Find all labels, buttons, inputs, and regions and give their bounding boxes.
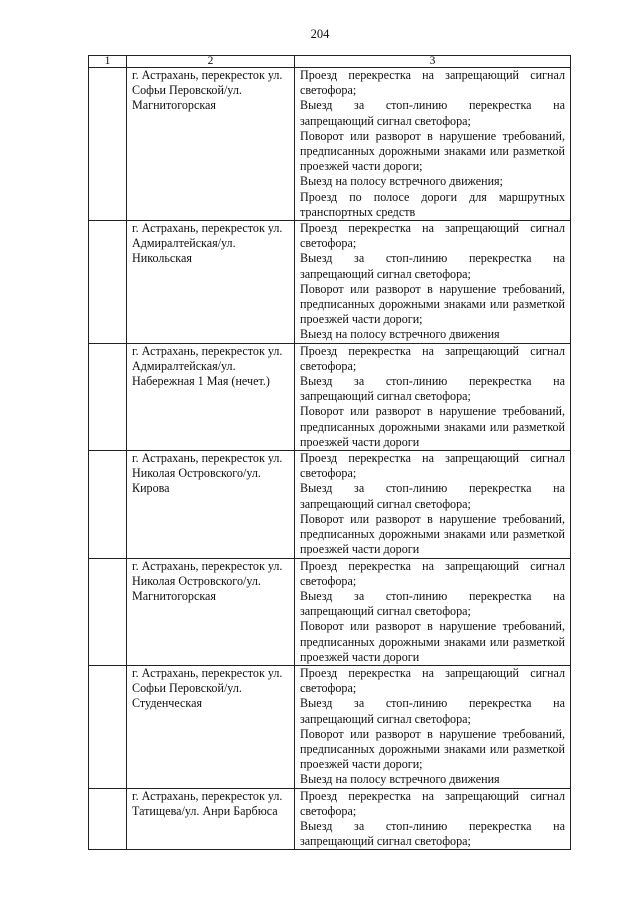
- row-number-cell: [89, 221, 127, 344]
- violation-item: Проезд перекрестка на запрещающий сигнал светофора;: [300, 788, 565, 818]
- violation-item: Выезд на полосу встречного движения: [300, 772, 500, 787]
- table-row: [89, 558, 571, 665]
- intersection-location: г. Астрахань, перекресток ул. Татищева/ул. Анри Барбюса: [127, 788, 295, 850]
- violation-item: Проезд перекрестка на запрещающий сигнал светофора;: [300, 558, 565, 588]
- table-row: [89, 788, 571, 850]
- violation-item: Проезд перекрестка на запрещающий сигнал светофора;: [300, 451, 565, 481]
- row-number-cell: [89, 788, 127, 850]
- violation-item: Проезд перекрестка на запрещающий сигнал светофора;: [300, 221, 565, 251]
- column-header-3: 3: [295, 56, 571, 68]
- violations-cell: [295, 68, 571, 221]
- violations-cell: [295, 451, 571, 558]
- violation-item: Выезд на полосу встречного движения;: [300, 174, 503, 189]
- violation-item: Поворот или разворот в нарушение требований, предписанных дорожными знаками или разметкой проезжей части дороги;: [300, 726, 565, 772]
- violation-item: Выезд на полосу встречного движения: [300, 327, 500, 342]
- intersection-location: г. Астрахань, перекресток ул. Адмиралтейская/ул. Никольская: [127, 221, 295, 344]
- violation-item: Проезд перекрестка на запрещающий сигнал светофора;: [300, 343, 565, 373]
- violation-item: Поворот или разворот в нарушение требований, предписанных дорожными знаками или разметкой проезжей части дороги;: [300, 128, 565, 174]
- table-row: [89, 665, 571, 788]
- intersection-location: г. Астрахань, перекресток ул. Адмиралтейская/ул. Набережная 1 Мая (нечет.): [127, 343, 295, 450]
- intersection-location: г. Астрахань, перекресток ул. Николая Островского/ул. Кирова: [127, 451, 295, 558]
- violation-item: Выезд за стоп-линию перекрестка на запрещающий сигнал светофора;: [300, 588, 565, 619]
- intersection-location: г. Астрахань, перекресток ул. Николая Островского/ул. Магнитогорская: [127, 558, 295, 665]
- intersection-location: г. Астрахань, перекресток ул. Софьи Перовской/ул. Студенческая: [127, 665, 295, 788]
- violation-item: Поворот или разворот в нарушение требований, предписанных дорожными знаками или разметкой проезжей части дороги: [300, 511, 565, 557]
- row-number-cell: [89, 343, 127, 450]
- violations-cell: [295, 665, 571, 788]
- violation-item: Поворот или разворот в нарушение требований, предписанных дорожными знаками или разметкой проезжей части дороги;: [300, 281, 565, 327]
- violations-cell: [295, 221, 571, 344]
- table-row: [89, 343, 571, 450]
- violation-item: Проезд по полосе дороги для маршрутных транспортных средств: [300, 189, 565, 219]
- table-row: [89, 221, 571, 344]
- violation-item: Выезд за стоп-линию перекрестка на запрещающий сигнал светофора;: [300, 818, 565, 849]
- intersection-location: г. Астрахань, перекресток ул. Софьи Перовской/ул. Магнитогорская: [127, 68, 295, 221]
- table-header-row: [89, 56, 571, 68]
- violation-item: Выезд за стоп-линию перекрестка на запрещающий сигнал светофора;: [300, 481, 565, 511]
- violation-item: Проезд перекрестка на запрещающий сигнал светофора;: [300, 665, 565, 696]
- violations-cell: [295, 558, 571, 665]
- table-row: [89, 68, 571, 221]
- table-row: [89, 451, 571, 558]
- column-header-2: 2: [127, 56, 295, 68]
- violation-item: Выезд за стоп-линию перекрестка на запрещающий сигнал светофора;: [300, 98, 565, 128]
- row-number-cell: [89, 558, 127, 665]
- violation-item: Поворот или разворот в нарушение требований, предписанных дорожными знаками или разметкой проезжей части дороги: [300, 619, 565, 664]
- violations-cell: [295, 343, 571, 450]
- violation-item: Выезд за стоп-линию перекрестка на запрещающий сигнал светофора;: [300, 696, 565, 726]
- violation-item: Выезд за стоп-линию перекрестка на запрещающий сигнал светофора;: [300, 251, 565, 281]
- intersections-table: [88, 55, 571, 850]
- page-number: 204: [310, 27, 330, 41]
- column-header-1: 1: [89, 56, 127, 68]
- violation-item: Проезд перекрестка на запрещающий сигнал светофора;: [300, 68, 565, 98]
- row-number-cell: [89, 665, 127, 788]
- violation-item: Выезд за стоп-линию перекрестка на запрещающий сигнал светофора;: [300, 374, 565, 404]
- row-number-cell: [89, 68, 127, 221]
- violations-cell: [295, 788, 571, 850]
- violation-item: Поворот или разворот в нарушение требований, предписанных дорожными знаками или разметкой проезжей части дороги: [300, 404, 565, 449]
- row-number-cell: [89, 451, 127, 558]
